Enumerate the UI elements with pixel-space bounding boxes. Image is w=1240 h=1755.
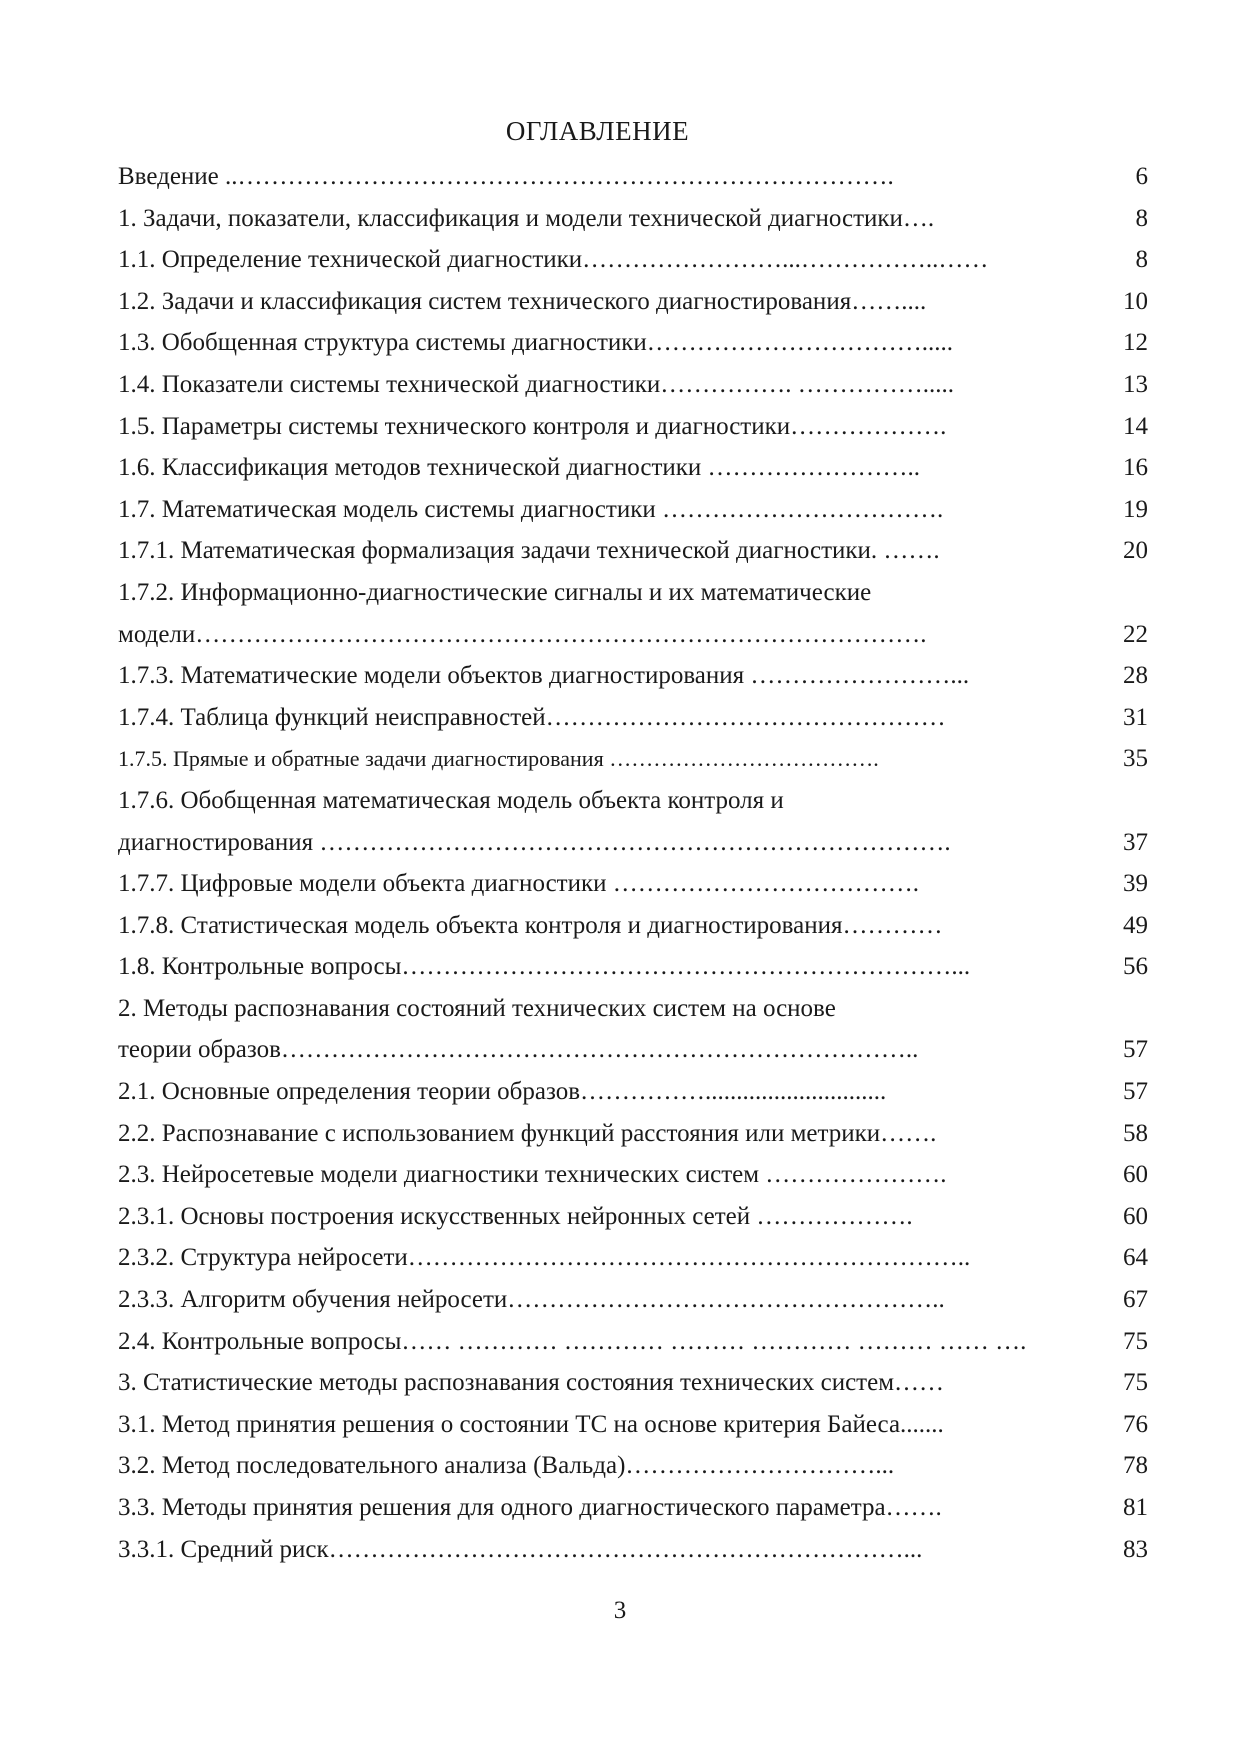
toc-entry-text: 1.2. Задачи и классификация систем технического диагностирования……....	[118, 287, 927, 315]
toc-entry	[118, 1071, 1148, 1113]
toc-entry	[118, 447, 1148, 489]
toc-entry-page: 6	[1135, 163, 1148, 190]
toc-entry-text: 2.1. Основные определения теории образов…………….............................	[118, 1078, 887, 1106]
toc-entry-text: 2.2. Распознавание с использованием функций расстояния или метрики…….	[118, 1119, 937, 1147]
toc-entry	[118, 1237, 1148, 1279]
toc-entry-page: 60	[1123, 1161, 1148, 1189]
toc-entry-text: 2. Методы распознавания состояний технических систем на основе	[118, 994, 836, 1022]
toc-entry-text: 2.4. Контрольные вопросы…… ………… ………… ……… ………… ……… …… ….	[118, 1327, 1027, 1355]
toc-entry	[118, 406, 1148, 448]
toc-entry-page: 57	[1123, 1078, 1148, 1106]
toc-entry-text: 1. Задачи, показатели, классификация и модели технической диагностики….	[118, 204, 935, 232]
toc-entry	[118, 655, 1148, 697]
toc-entry-text: 1.5. Параметры системы технического контроля и диагностики……………….	[118, 412, 947, 440]
toc-entry-text: 2.3.1. Основы построения искусственных нейронных сетей ……………….	[118, 1202, 913, 1230]
toc-entry-page: 28	[1123, 662, 1148, 690]
toc-entry	[118, 780, 1148, 822]
toc-entry-text: 2.3.2. Структура нейросети…………………………………………………………..	[118, 1244, 971, 1272]
toc-entry-text: теории образов…………………………………………………………………..	[118, 1036, 919, 1064]
toc-entry-page: 37	[1123, 828, 1148, 856]
toc-entry	[118, 738, 1148, 780]
toc-entry	[118, 364, 1148, 406]
toc-entry	[118, 1279, 1148, 1321]
toc-entry-text: 3. Статистические методы распознавания состояния технических систем……	[118, 1369, 945, 1397]
toc-entry	[118, 946, 1148, 988]
toc-entry-page: 10	[1123, 287, 1148, 315]
toc-entry-page: 75	[1123, 1327, 1148, 1355]
toc-entry-page: 81	[1123, 1494, 1148, 1521]
toc-entry	[118, 530, 1148, 572]
toc-entry-page: 8	[1135, 246, 1148, 274]
toc-entry-page: 64	[1123, 1244, 1148, 1272]
toc-entry	[118, 1029, 1148, 1071]
toc-entry-page: 19	[1123, 495, 1148, 523]
toc-entry	[118, 1362, 1148, 1404]
toc-entry-page: 56	[1123, 953, 1148, 981]
toc-entry-text: 1.7. Математическая модель системы диагностики …………………………….	[118, 495, 944, 523]
toc-entry-text: 1.7.5. Прямые и обратные задачи диагностирования ……………………………….	[118, 746, 879, 772]
toc-entry-page: 76	[1123, 1410, 1148, 1438]
toc-entry-page: 67	[1123, 1286, 1148, 1314]
toc-entry	[118, 489, 1148, 531]
toc-entry-text: 3.3.1. Средний риск……………………………………………………………...	[118, 1535, 923, 1563]
toc-entry	[118, 281, 1148, 323]
toc-entry-text: 1.6. Классификация методов технической диагностики ……………………..	[118, 454, 921, 482]
toc-entry	[118, 697, 1148, 739]
toc-entry-page: 31	[1123, 703, 1148, 731]
toc-entry-page: 22	[1123, 620, 1148, 648]
toc-entry-text: 1.7.7. Цифровые модели объекта диагностики ……………………………….	[118, 870, 919, 898]
toc-entry	[118, 1154, 1148, 1196]
toc-entry-text: 1.3. Обобщенная структура системы диагностики…………………………….....	[118, 329, 954, 357]
toc-entry	[118, 863, 1148, 905]
toc-entry-page: 20	[1123, 537, 1148, 565]
toc-entry	[118, 822, 1148, 864]
toc-entry-page: 12	[1123, 329, 1148, 357]
toc-entry-page: 14	[1123, 412, 1148, 440]
toc-entry	[118, 614, 1148, 656]
toc-entry-page: 57	[1123, 1036, 1148, 1064]
toc-entry-text: 1.7.4. Таблица функций неисправностей…………………………………………	[118, 703, 946, 731]
toc-list	[118, 156, 1148, 1570]
toc-entry-text: 2.3.3. Алгоритм обучения нейросети……………………………………………..	[118, 1286, 945, 1314]
toc-entry	[118, 572, 1148, 614]
toc-entry-page: 35	[1123, 745, 1148, 773]
toc-entry	[118, 988, 1148, 1030]
toc-entry	[118, 1529, 1148, 1571]
toc-entry-text: 3.3. Методы принятия решения для одного диагностического параметра…….	[118, 1494, 942, 1521]
toc-entry-page: 78	[1123, 1452, 1148, 1480]
toc-entry-page: 16	[1123, 454, 1148, 482]
toc-entry	[118, 322, 1148, 364]
toc-title: ОГЛАВЛЕНИЕ	[505, 116, 690, 146]
toc-entry-page: 83	[1123, 1535, 1148, 1563]
toc-entry-page: 49	[1123, 911, 1148, 939]
toc-entry	[118, 1321, 1148, 1363]
toc-entry-page: 39	[1123, 870, 1148, 898]
toc-entry-page: 75	[1123, 1369, 1148, 1397]
toc-entry-page: 58	[1123, 1119, 1148, 1147]
toc-entry-text: 1.7.1. Математическая формализация задачи технической диагностики. …….	[118, 537, 940, 565]
toc-entry-text: 3.2. Метод последовательного анализа (Вальда)…………………………...	[118, 1452, 895, 1480]
toc-entry-text: модели…………………………………………………………………………….	[118, 620, 927, 648]
toc-entry-text: 1.7.2. Информационно-диагностические сигналы и их математические	[118, 578, 872, 606]
toc-entry-text: диагностирования ………………………………………………………………….	[118, 828, 951, 856]
toc-entry	[118, 1445, 1148, 1487]
toc-entry	[118, 1487, 1148, 1529]
toc-entry	[118, 1404, 1148, 1446]
toc-entry-page: 13	[1123, 370, 1148, 398]
toc-entry	[118, 905, 1148, 947]
toc-entry-text: 1.4. Показатели системы технической диагностики……………. …………….....	[118, 370, 955, 398]
toc-entry-text: 1.7.3. Математические модели объектов диагностирования ……………………...	[118, 662, 970, 690]
toc-entry-text: 2.3. Нейросетевые модели диагностики технических систем ………………….	[118, 1161, 947, 1189]
toc-entry-text: 1.7.8. Статистическая модель объекта контроля и диагностирования…………	[118, 911, 943, 939]
toc-entry-text: Введение ..…………………………………………………………………….	[118, 163, 894, 190]
toc-entry-text: 3.1. Метод принятия решения о состоянии ТС на основе критерия Байеса.......	[118, 1410, 944, 1438]
toc-entry	[118, 239, 1148, 281]
toc-entry	[118, 1196, 1148, 1238]
toc-entry-text: 1.7.6. Обобщенная математическая модель объекта контроля и	[118, 786, 784, 814]
toc-entry-page: 8	[1135, 204, 1148, 232]
toc-entry-text: 1.8. Контрольные вопросы…………………………………………………………...	[118, 953, 971, 981]
toc-entry-text: 1.1. Определение технической диагностики……………………...……………..……	[118, 246, 989, 274]
toc-entry	[118, 198, 1148, 240]
toc-entry	[118, 1113, 1148, 1155]
page-number: 3	[613, 1597, 627, 1624]
toc-entry	[118, 156, 1148, 198]
toc-entry-page: 60	[1123, 1202, 1148, 1230]
